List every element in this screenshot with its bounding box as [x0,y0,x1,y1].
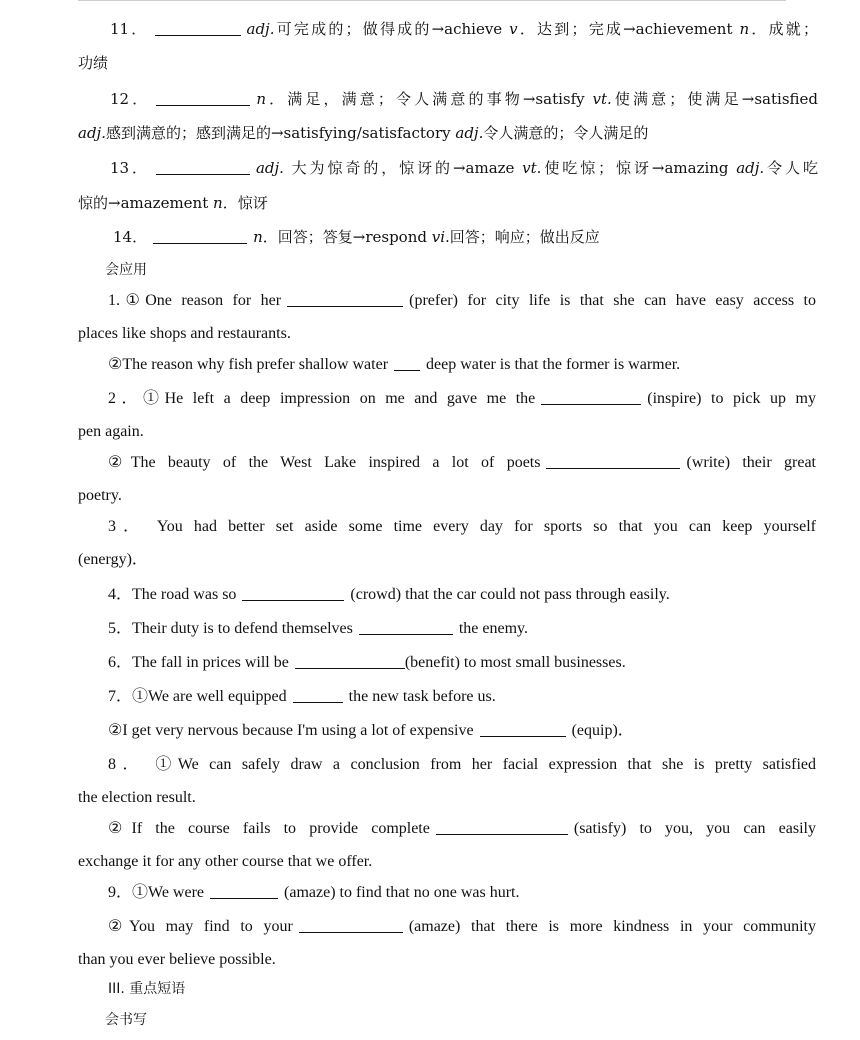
question-text: ②The beauty of the West Lake inspired a lot of poets [108,454,541,471]
answer-blank[interactable] [295,654,405,669]
definition-text: 回答；响应；做出反应 [449,228,600,246]
question-text: (prefer) for city life is that she can have easy access to [409,292,817,309]
definition-text: 使吃惊；惊讶→amazing [541,159,737,177]
vocab-item-13-cont [78,192,786,214]
question-text: ②I get very nervous because I'm using a lot of expensive [108,722,474,739]
question-2b [78,452,816,474]
definition-text: ．惊讶 [222,194,268,212]
pos-tag: n [213,194,223,212]
vocab-item-12 [78,88,818,110]
question-text: (amaze) to find that no one was hurt. [284,884,520,901]
item-number: 11． [110,20,149,38]
question-9b-cont: than you ever believe possible. [78,951,276,968]
vocab-item-11-cont: 功绩 [78,54,109,72]
pos-tag: adj. [255,159,284,177]
question-text: 1.①One reason for her [108,292,282,309]
question-3-cont: (energy)． [78,551,148,568]
item-number: 12． [110,90,151,108]
question-8b [78,818,816,840]
section-heading-apply: 会应用 [105,262,147,278]
question-text: (equip)． [571,722,634,739]
question-text: 7．①We are well equipped [108,688,287,705]
section-heading-phrases: III. 重点短语 [108,981,186,997]
answer-blank[interactable] [210,884,278,899]
question-9b [78,916,816,938]
question-3: 3． You had better set aside some time every day for sports so that you can keep yourself [108,518,817,535]
vocab-item-12-cont [78,122,786,144]
pos-tag: v [509,20,518,38]
definition-text: 惊的→amazement [78,194,214,212]
question-7a [78,686,816,708]
item-number: 14． [113,228,148,246]
answer-blank[interactable] [293,688,343,703]
question-text: (amaze) that there is more kindness in your community [408,918,816,935]
question-text: the enemy. [458,620,528,637]
question-text: ②If the course fails to provide complete [108,820,430,837]
pos-tag: n [253,228,263,246]
question-text: (benefit) to most small businesses. [404,654,626,671]
definition-text: ．达到；完成→achievement [517,20,740,38]
question-6 [78,652,816,674]
question-text: 4．The road was so [108,586,237,603]
pos-tag: adj. [246,20,275,38]
pos-tag: n [256,90,267,108]
question-2b-cont: poetry. [78,487,122,504]
answer-blank[interactable] [156,160,250,175]
definition-text: 令人满意的；令人满足的 [483,124,649,142]
answer-blank[interactable] [436,820,568,835]
pos-tag: adj. [78,124,106,142]
question-5 [78,618,816,640]
answer-blank[interactable] [242,586,344,601]
question-text: deep water is that the former is warmer. [426,356,681,373]
question-text: ②The reason why fish prefer shallow water [108,356,389,373]
top-rule [78,0,786,1]
definition-text: 感到满意的；感到满足的→satisfying/satisfactory [105,124,456,142]
pos-tag: adj. [736,159,765,177]
definition-text: 大为惊奇的，惊讶的→amaze [283,159,523,177]
question-text: 5．Their duty is to defend themselves [108,620,353,637]
section-heading-write: 会书写 [105,1012,147,1028]
question-8a: 8． ①We can safely draw a conclusion from her facial expression that she is pretty satisfied [108,756,816,773]
item-number: 13． [110,159,150,177]
question-1b [78,354,816,376]
answer-blank[interactable] [153,229,247,244]
answer-blank[interactable] [156,91,250,106]
vocab-item-14 [78,226,821,248]
definition-text: ．满足，满意；令人满意的事物→satisfy [266,90,593,108]
definition-text: ．回答；答复→respond [262,228,432,246]
definition-text: 使满意；使满足→satisfied [611,90,818,108]
question-7b [78,720,816,742]
answer-blank[interactable] [287,292,403,307]
pos-tag: n [739,20,750,38]
pos-tag: vt. [522,159,542,177]
question-text: 2．①He left a deep impression on me and gave me the [108,390,536,407]
pos-tag: vt. [592,90,612,108]
answer-blank[interactable] [546,454,680,469]
question-text: the new task before us. [348,688,496,705]
definition-text: ．成就； [749,20,818,38]
answer-blank[interactable] [155,21,241,36]
answer-blank[interactable] [299,918,403,933]
answer-blank[interactable] [394,356,420,371]
question-2a-cont: pen again. [78,423,144,440]
question-text: (satisfy) to you, you can easily [573,820,816,837]
vocab-item-11 [78,18,818,40]
question-1a [78,290,816,312]
question-2a [78,388,816,410]
answer-blank[interactable] [480,722,566,737]
question-text: (inspire) to pick up my [647,390,817,407]
question-text: (crowd) that the car could not pass through easily. [350,586,670,603]
question-8a-cont: the election result. [78,789,196,806]
answer-blank[interactable] [359,620,453,635]
question-4 [78,584,816,606]
vocab-item-13 [78,157,818,179]
question-text: (write) their great [686,454,817,471]
pos-tag: adj. [455,124,484,142]
answer-blank[interactable] [541,390,641,405]
definition-text: 令人吃 [764,159,818,177]
question-text: 9．①We were [108,884,205,901]
question-9a [78,882,816,904]
question-8b-cont: exchange it for any other course that we offer. [78,853,373,870]
pos-tag: vi. [431,228,450,246]
question-1a-cont: places like shops and restaurants. [78,325,291,342]
definition-text: 可完成的；做得成的→achieve [274,20,510,38]
question-text: ②You may find to your [108,918,293,935]
question-text: 6．The fall in prices will be [108,654,289,671]
